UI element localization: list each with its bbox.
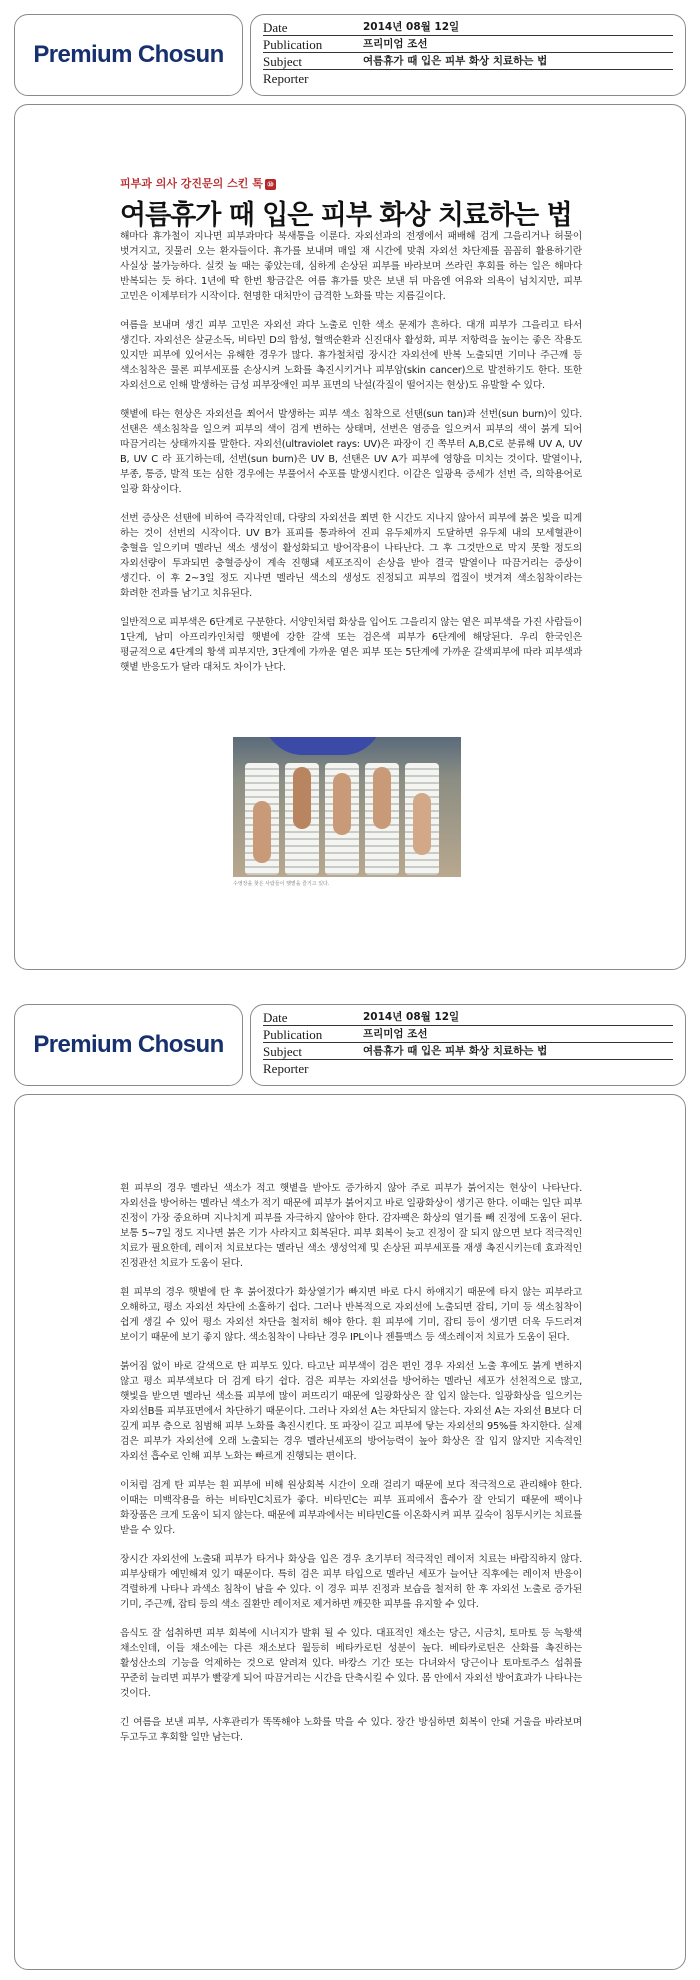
sunbather [253,801,271,863]
date-value: 2014년 08월 12일 [363,21,460,33]
sunbather [293,767,311,829]
paragraph: 흰 피부의 경우 멜라닌 색소가 적고 햇볕을 받아도 증가하지 않아 주로 피부가 붉어지는 현상이 나타난다. 자외선을 방어하는 멜라닌 색소가 적기 때문에 피부가 붉어지고 바로 일광화상이 생기곤 한다. 이때는 일단 피부 진정이 가장 중요하며 지나치게 피부를 자극하지 않아야 한다. 감자팩은 화상의 열기를 빼 진정에 도움이 된다. 보통 5~7일 정도 지나면 붉은 기가 사라지고 회복된다. 피부 회복이 늦고 진정이 잘 되지 않으면 보다 적극적인 치료가 필요한데, 레이저 치료보다는 멜라닌 색소 생성억제 및 손상된 피부세포를 재생 촉진시키는데 효과적인 진정관선 치료가 도움이 된다. [120,1183,582,1269]
subject-value: 여름휴가 때 입은 피부 화상 치료하는 법 [363,1045,548,1057]
page1-body [120,229,582,689]
paragraph: 여름을 보내며 생긴 피부 고민은 자외선 과다 노출로 인한 색소 문제가 흔하다. 대개 피부가 그을리고 타서 생긴다. 자외선은 살균소독, 비타민 D의 합성, 혈액순환과 신진대사 활성화, 피부 저항력을 높이는 좋은 작용도 있지만 피부에 있어서는 유해한 경우가 많다. 휴가철처럼 장시간 자외선에 반복 노출되면 기미나 주근깨 등 색소침착은 물론 피부세포를 손상시켜 노화를 촉진시키거나 피부암(skin cancer)으로 발전하기도 한다. 또한 자외선으로 인해 발생하는 급성 피부장애인 피부 표면의 낙설(각질이 떨어지는 현상)도 유발할 수 있다. [120,320,582,391]
publication-value: 프리미엄 조선 [363,1028,428,1040]
series-number-badge: ⑩ [265,179,276,190]
paragraph: 음식도 잘 섭취하면 피부 회복에 시너지가 발휘 될 수 있다. 대표적인 채소는 당근, 시금치, 토마토 등 녹황색 채소인데, 이들 채소에는 다른 채소보다 월등히 베타카로틴 성분이 높다. 베타카로틴은 산화를 촉진하는 활성산소의 기능을 억제하는 것으로 알려져 있다. 바캉스 기간 또는 다녀와서 당근이나 토마토주스 섭취를 꾸준히 늘리면 피부가 빨갛게 되어 따끔거리는 시간을 단축시킬 수 있다. 몸 안에서 자외선 방어효과가 나타나는 것이다. [120,1628,582,1699]
meta-row-date [263,19,673,36]
meta-row-reporter [263,1060,673,1077]
reporter-value [363,1060,673,1077]
umbrella-shape [263,737,383,755]
page-1 [14,104,686,970]
date-value: 2014년 08월 12일 [363,1011,460,1023]
subject-value: 여름휴가 때 입은 피부 화상 치료하는 법 [363,55,548,67]
subject-label: Subject [263,54,302,69]
paragraph: 이처럼 검게 탄 피부는 흰 피부에 비해 원상회복 시간이 오래 걸리기 때문에 보다 적극적으로 관리해야 한다. 이때는 미백작용을 하는 비타민C치료가 좋다. 비타민C는 피부 표피에서 흡수가 잘 안되기 때문에 팩이나 화장품은 크게 도움이 되지 않는다. 때문에 피부과에서는 비타민C를 이온화시켜 피부 깊숙이 침투시키는 치료를 받을 수 있다. [120,1480,582,1536]
date-label: Date [263,1010,288,1025]
publication-label: Publication [263,1027,323,1042]
paragraph: 햇볕에 타는 현상은 자외선을 쬐어서 발생하는 피부 색소 침착으로 선탠(sun tan)과 선번(sun burn)이 있다. 선탠은 색소침착을 일으켜 피부의 색이 검게 변하는 상태며, 선번은 염증을 일으켜서 피부의 색이 붉게 되어 따끔거리는 상태까지를 말한다. 자외선(ultraviolet rays: UV)은 파장이 긴 쪽부터 A,B,C로 분류해 UV A, UV B, UV C 라 표기하는데, 선번(sun burn)은 UV B, 선탠은 UV A가 피부에 영향을 미치는 것이다. 발열이나, 부종, 통증, 발적 또는 심한 경우에는 부풀어서 수포를 발생시킨다. 이같은 일광욕 증세가 선번 즉, 의학용어로 일광 화상이다. [120,409,582,495]
paragraph: 흰 피부의 경우 햇볕에 탄 후 붉어졌다가 화상열기가 빠지면 바로 다시 하얘지기 때문에 타지 않는 피부라고 오해하고, 평소 자외선 차단에 소홀하기 쉽다. 그러나 반복적으로 자외선에 노출되면 잡티, 기미 등 색소침착이 쉽게 생길 수 있어 평소 자외선 차단을 철저히 해야 한다. 흰 피부에 기미, 잡티 등이 생기면 더욱 두드러져 보이기 때문에 보기 좋지 않다. 색소침착이 나타난 경우 IPL이나 젠틀맥스 등 색소레이저 치료가 도움이 된다. [120,1287,582,1343]
meta-row-subject [263,53,673,70]
paragraph: 일반적으로 피부색은 6단계로 구분한다. 서양인처럼 화상을 입어도 그을리지 않는 옅은 피부색을 가진 사람들이 1단계, 남미 아프리카인처럼 햇볕에 강한 갈색 또는 검은색 피부가 6단계에 해당된다. 우리 한국인은 평균적으로 4단계의 황색 피부지만, 3단계에 가까운 옅은 피부 또는 5단계에 가까운 갈색피부에 따라 피부색과 햇볕 반응도가 달라 대처도 차이가 난다. [120,617,582,673]
page2-body [120,1181,582,1759]
paragraph: 붉어짐 없이 바로 갈색으로 탄 피부도 있다. 타고난 피부색이 검은 편인 경우 자외선 노출 후에도 붉게 변하지 않고 평소 피부색보다 더 검게 타기 쉽다. 검은 피부는 자외선을 방어하는 멜라닌 세포가 선천적으로 많고, 햇빛을 받으면 멜라닌 색소를 피부에 많이 퍼뜨리기 때문에 일광화상은 잘 입지 않는다. 일광화상을 일으키는 자외선B를 피부표면에서 차단하기 때문이다. 그러나 자외선 A는 차단되지 않는다. 자외선 A는 자외선 B보다 더 깊게 피부 층으로 침범해 피부 노화를 촉진시킨다. 또 파장이 길고 피부에 닿는 자외선의 95%를 차지한다. 실제 검은 피부가 자외선에 오래 노출되는 경우 멜라닌세포의 방어능력이 높아 화상은 잘 입지 않지만 지속적인 자외선 흡수로 인해 피부 노화는 빠르게 진행되는 편이다. [120,1361,582,1462]
reporter-label: Reporter [263,71,309,86]
reporter-label: Reporter [263,1061,309,1076]
premium-chosun-logo: Premium Chosun [33,41,224,68]
series-label [120,175,276,191]
premium-chosun-logo: Premium Chosun [33,1031,224,1058]
logo-box [14,14,243,96]
logo-box [14,1004,243,1086]
date-label: Date [263,20,288,35]
sunbather [413,793,431,855]
meta-row-date [263,1009,673,1026]
metadata-box [250,14,686,96]
article-title: 여름휴가 때 입은 피부 화상 치료하는 법 [120,200,572,231]
poolside-sunbathers-photo [233,737,461,877]
paragraph: 긴 여름을 보낸 피부, 사후관리가 똑똑해야 노화를 막을 수 있다. 장간 방심하면 회복이 안돼 거울을 바라보며 두고두고 후회할 일만 남는다. [120,1717,582,1743]
paragraph: 장시간 자외선에 노출돼 피부가 타거나 화상을 입은 경우 초기부터 적극적인 레이저 치료는 바람직하지 않다. 피부상태가 예민해져 있기 때문이다. 특히 검은 피부 타입으로 멜라닌 세포가 늘어난 직후에는 레이저 반응이 격렬하게 나타나 과색소 침착이 남을 수 있다. 이 경우 피부 진정과 보습을 철저히 한 후 자외선 노출로 증가된 기미, 주근깨, 잡티 등의 색소 질환만 레이저로 제거하면 깨끗한 피부를 유지할 수 있다. [120,1554,582,1610]
metadata-box [250,1004,686,1086]
publication-label: Publication [263,37,323,52]
page-2 [14,1094,686,1970]
photo-caption: 수영장을 찾은 사람들이 햇볕을 즐기고 있다. [233,881,330,887]
meta-row-publication [263,1026,673,1043]
sunbather [333,773,351,835]
meta-row-reporter [263,70,673,87]
meta-row-subject [263,1043,673,1060]
publication-value: 프리미엄 조선 [363,38,428,50]
series-text: 피부과 의사 강진문의 스킨 톡 [120,177,263,190]
reporter-value [363,70,673,87]
sunbather [373,767,391,829]
subject-label: Subject [263,1044,302,1059]
meta-row-publication [263,36,673,53]
paragraph: 선번 증상은 선탠에 비하여 즉각적인데, 다량의 자외선을 쬐면 한 시간도 지나지 않아서 피부에 붉은 빛을 띠게 하는 것이 선번의 시작이다. UV B가 표피를 통과하여 진피 유두체까지 도달하면 유두체 내의 모세혈관이 충혈을 일으키며 멜라닌 색소 생성이 활성화되고 방어작용이 나타난다. 그 후 그것만으로 막지 못할 정도의 자외선량이 투과되면 충혈증상이 계속 진행돼 세포조직이 손상을 받아 결국 발열이나 따끔거리는 증상이 생긴다. 이 후 2~3일 정도 지나면 멜라닌 색소의 생성도 진정되고 피부의 껍질이 벗겨져 색소침착이라는 화려한 전과를 남기고 치유된다. [120,513,582,599]
paragraph: 해마다 휴가철이 지나면 피부과마다 북새통을 이룬다. 자외선과의 전쟁에서 패배해 검게 그을리거나 허물이 벗겨지고, 짓물러 오는 환자들이다. 휴가를 보내며 매일 재 시간에 맞춰 자외선 차단제를 꼼꼼히 활용하기란 사실상 불가능하다. 실컷 놀 때는 좋았는데, 심하게 손상된 피부를 바라보며 쓰라린 후회를 하는 일은 해마다 반복되는 듯 하다. 1년에 딱 한번 황금같은 여름 휴가를 맞은 보낸 뒤 마음엔 여유와 의욕이 넘치지만, 피부 고민은 이제부터가 시작이다. 현명한 대처만이 급격한 노화를 막는 지름길이다. [120,231,582,302]
